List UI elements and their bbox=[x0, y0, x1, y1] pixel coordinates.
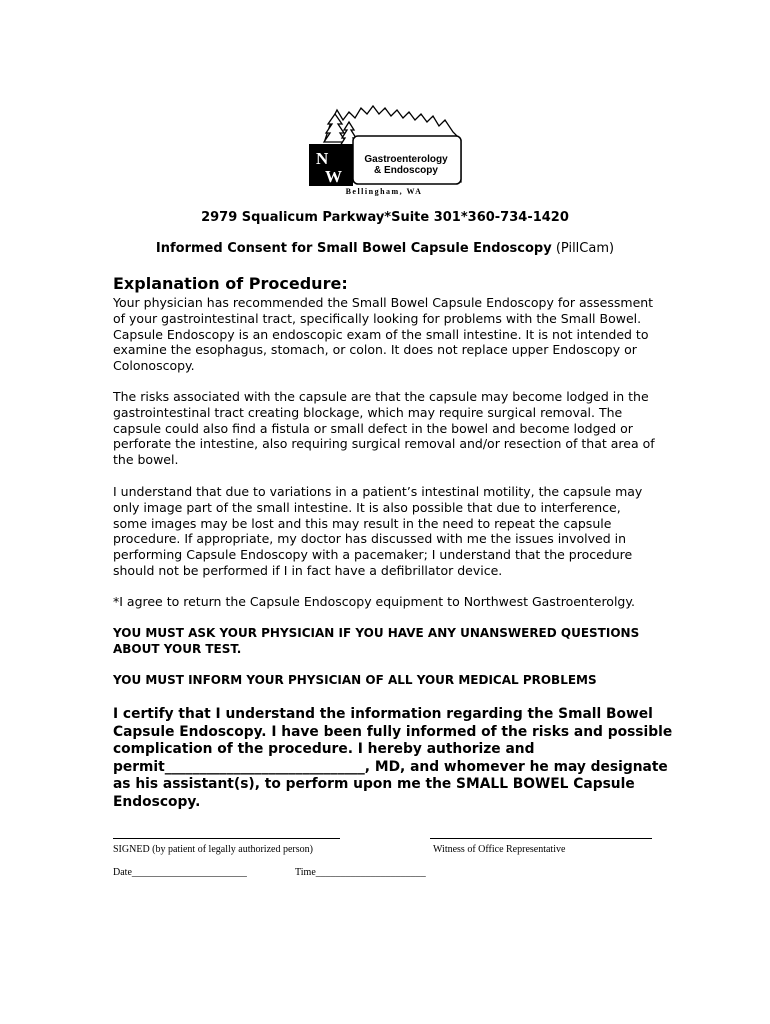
witness-signature-line[interactable] bbox=[430, 838, 652, 839]
time-field[interactable]: Time______________________ bbox=[295, 867, 426, 878]
certification-statement: I certify that I understand the information regarding the Small Bowel Capsule Endoscopy. I have been fully informed of the risks and possible complication of the procedure. I hereby authorize and permit_____________________________, MD, and whomever he may designate as his assistant(s), to perform upon me the SMALL BOWEL Capsule Endoscopy. bbox=[113, 706, 673, 810]
logo-name-line1: Gastroenterology bbox=[364, 154, 448, 165]
paragraph-risks: The risks associated with the capsule are that the capsule may become lodged in the gastrointestinal tract creating blockage, which may require surgical removal. The capsule could also find a fistula or small defect in the bowel and become lodged or perforate the intestine, also requiring surgical removal and/or resection of that area of the bowel. bbox=[113, 389, 655, 468]
logo-letter-n: N bbox=[316, 149, 329, 168]
logo-letter-w: W bbox=[325, 167, 342, 186]
logo-graphic bbox=[303, 100, 465, 200]
document-title-main: Informed Consent for Small Bowel Capsule Endoscopy bbox=[155, 241, 552, 256]
paragraph-explanation: Your physician has recommended the Small Bowel Capsule Endoscopy for assessment of your gastrointestinal tract, specifically looking for problems with the Small Bowel. Capsule Endoscopy is an endoscopic exam of the small intestine. It is not intended to examine the esophagus, stomach, or colon. It does not replace upper Endoscopy or Colonoscopy. bbox=[113, 295, 654, 374]
document-title bbox=[0, 241, 770, 256]
patient-signature-line[interactable] bbox=[113, 838, 340, 839]
date-field[interactable]: Date_______________________ bbox=[113, 867, 247, 878]
patient-signature-label: SIGNED (by patient of legally authorized person) bbox=[113, 844, 313, 855]
practice-address: 2979 Squalicum Parkway*Suite 301*360-734-1420 bbox=[201, 210, 569, 225]
practice-logo bbox=[303, 100, 465, 200]
paragraph-return-equipment: *I agree to return the Capsule Endoscopy equipment to Northwest Gastroenterolgy. bbox=[113, 594, 635, 609]
paragraph-understanding: I understand that due to variations in a patient’s intestinal motility, the capsule may only image part of the small intestine. It is also possible that due to interference, some images may be lost and this may result in the need to repeat the capsule procedure. If appropriate, my doctor has discussed with me the issues involved in performing Capsule Endoscopy with a pacemaker; I understand that the procedure should not be performed if I in fact have a defibrillator device. bbox=[113, 484, 643, 578]
warning-inform-physician: YOU MUST INFORM YOUR PHYSICIAN OF ALL YOUR MEDICAL PROBLEMS bbox=[113, 673, 597, 687]
logo-location: Bellingham, WA bbox=[345, 187, 423, 196]
witness-signature-label: Witness of Office Representative bbox=[433, 844, 566, 855]
warning-ask-physician: YOU MUST ASK YOUR PHYSICIAN IF YOU HAVE ANY UNANSWERED QUESTIONS ABOUT YOUR TEST. bbox=[113, 626, 640, 656]
document-title-suffix: (PillCam) bbox=[551, 241, 615, 256]
section-heading: Explanation of Procedure: bbox=[113, 274, 348, 293]
logo-name-line2: & Endoscopy bbox=[374, 165, 438, 176]
